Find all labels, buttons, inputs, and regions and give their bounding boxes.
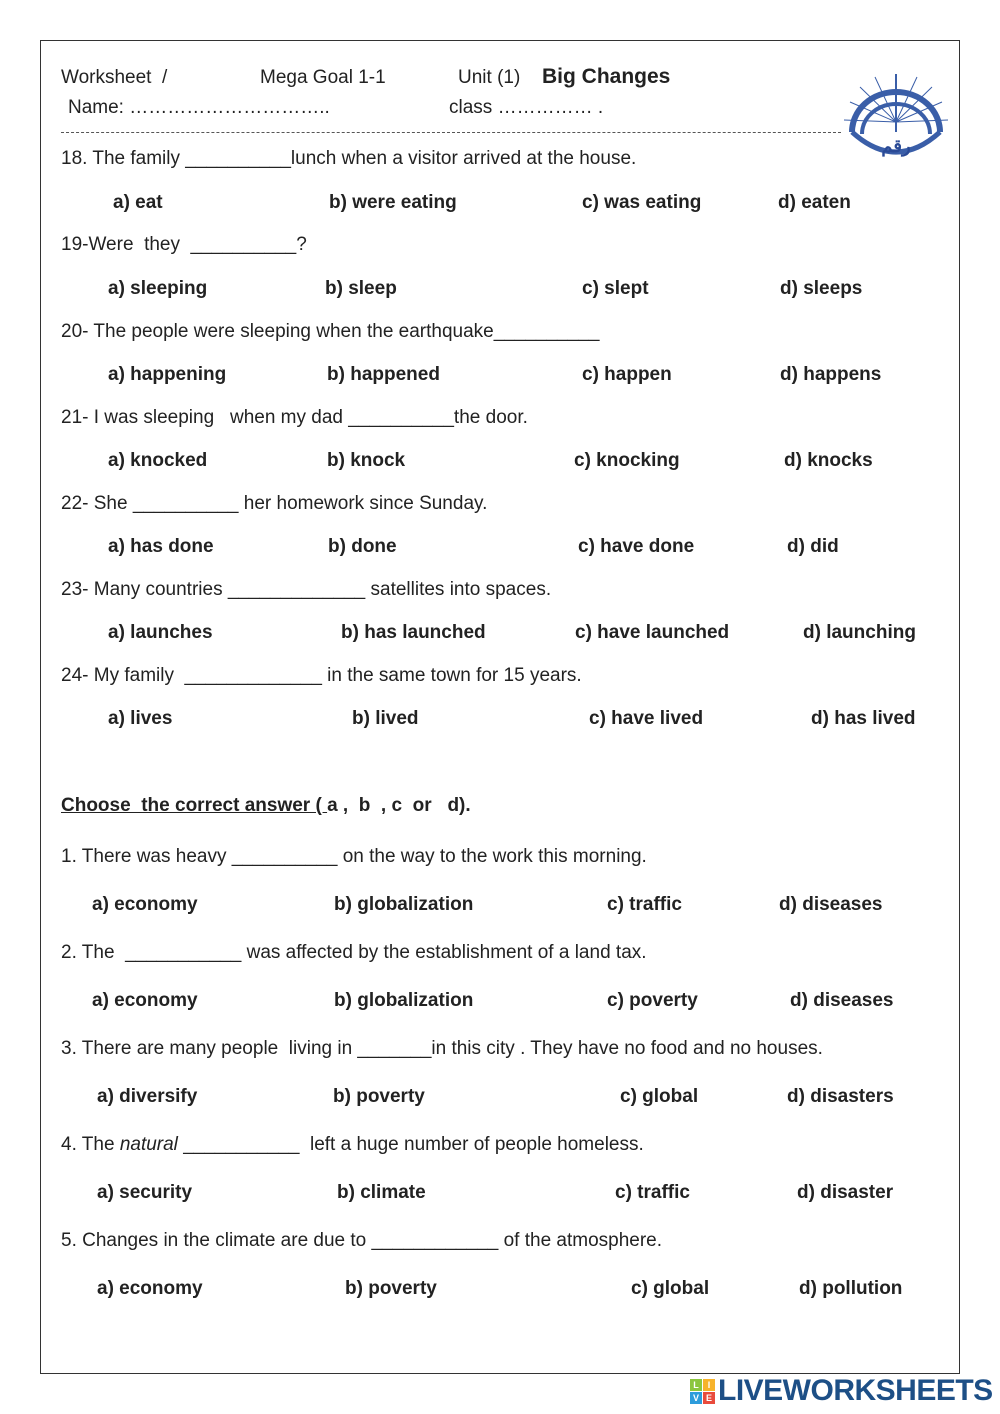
question-text: 19-Were they __________? — [61, 234, 307, 255]
section-heading — [61, 794, 471, 818]
answer-option[interactable]: c) have launched — [575, 622, 730, 643]
live-grid-icon — [690, 1379, 715, 1404]
answer-option[interactable]: c) poverty — [607, 990, 698, 1011]
svg-text:رقم: رقم — [881, 136, 911, 156]
answer-option[interactable]: b) globalization — [334, 894, 474, 915]
answer-option[interactable]: b) knock — [327, 450, 406, 471]
question-text — [61, 1133, 644, 1157]
brand-name: LIVEWORKSHEETS — [718, 1374, 993, 1407]
logo-letter: E — [703, 1392, 715, 1404]
unit-label: Unit (1) — [458, 67, 521, 88]
answer-option[interactable]: b) lived — [352, 708, 419, 729]
answer-option[interactable]: a) launches — [108, 622, 213, 643]
answer-option[interactable]: d) diseases — [790, 990, 894, 1011]
answer-option[interactable]: d) diseases — [779, 894, 883, 915]
answer-option[interactable]: b) happened — [327, 364, 440, 385]
answer-option[interactable]: c) global — [631, 1278, 710, 1299]
question-text: 23- Many countries _____________ satellites into spaces. — [61, 579, 552, 600]
answer-option[interactable]: a) eat — [113, 192, 163, 213]
answer-option[interactable]: b) poverty — [333, 1086, 425, 1107]
question-text: 5. Changes in the climate are due to ____________ of the atmosphere. — [61, 1230, 663, 1251]
answer-option[interactable]: b) climate — [337, 1182, 426, 1203]
name-field[interactable]: Name: ………………………….. — [68, 97, 330, 118]
answer-option[interactable]: d) disaster — [797, 1182, 894, 1203]
answer-option[interactable]: a) sleeping — [108, 278, 208, 299]
answer-option[interactable]: b) were eating — [329, 192, 457, 213]
question-text: 24- My family _____________ in the same town for 15 years. — [61, 665, 582, 686]
answer-option[interactable]: a) happening — [108, 364, 227, 385]
answer-option[interactable]: c) traffic — [607, 894, 682, 915]
question-text: 1. There was heavy __________ on the way to the work this morning. — [61, 846, 647, 867]
answer-option[interactable]: a) economy — [92, 990, 198, 1011]
answer-option[interactable]: c) traffic — [615, 1182, 690, 1203]
course-label: Mega Goal 1-1 — [260, 67, 386, 88]
question-text: 21- I was sleeping when my dad __________the door. — [61, 407, 528, 428]
answer-option[interactable]: a) economy — [92, 894, 198, 915]
heading-underlined: Choose the correct answer ( — [61, 795, 328, 816]
answer-option[interactable]: c) happen — [582, 364, 672, 385]
school-logo-icon — [840, 72, 952, 172]
answer-option[interactable]: a) economy — [97, 1278, 203, 1299]
answer-option[interactable]: d) did — [787, 536, 839, 557]
logo-letter: V — [690, 1392, 702, 1404]
question-text: 3. There are many people living in _______in this city . They have no food and no houses. — [61, 1038, 823, 1059]
answer-option[interactable]: c) was eating — [582, 192, 702, 213]
answer-option[interactable]: d) knocks — [784, 450, 873, 471]
question-text: 2. The ___________ was affected by the establishment of a land tax. — [61, 942, 647, 963]
answer-option[interactable]: a) security — [97, 1182, 193, 1203]
answer-option[interactable]: c) global — [620, 1086, 699, 1107]
worksheet-label: Worksheet / — [61, 67, 168, 88]
question-part: 4. The — [61, 1134, 120, 1155]
answer-option[interactable]: d) disasters — [787, 1086, 894, 1107]
answer-option[interactable]: c) knocking — [574, 450, 680, 471]
answer-option[interactable]: d) pollution — [799, 1278, 903, 1299]
answer-option[interactable]: b) sleep — [325, 278, 397, 299]
logo-letter: L — [690, 1379, 702, 1391]
question-text: 22- She __________ her homework since Sunday. — [61, 493, 488, 514]
answer-option[interactable]: a) diversify — [97, 1086, 198, 1107]
question-text: 20- The people were sleeping when the earthquake__________ — [61, 321, 600, 342]
answer-option[interactable]: b) done — [328, 536, 397, 557]
question-text: 18. The family __________lunch when a visitor arrived at the house. — [61, 148, 637, 169]
answer-option[interactable]: b) globalization — [334, 990, 474, 1011]
answer-option[interactable]: d) sleeps — [780, 278, 863, 299]
class-field[interactable]: class …………… . — [449, 97, 604, 118]
heading-choices: a , b , c or d). — [327, 795, 471, 816]
answer-option[interactable]: d) has lived — [811, 708, 916, 729]
answer-option[interactable]: d) launching — [803, 622, 916, 643]
answer-option[interactable]: c) slept — [582, 278, 649, 299]
question-part: natural — [119, 1134, 178, 1155]
liveworksheets-logo[interactable] — [690, 1374, 993, 1408]
question-part: ___________ left a huge number of people homeless. — [177, 1134, 644, 1155]
unit-title: Big Changes — [542, 65, 671, 88]
answer-option[interactable]: b) has launched — [341, 622, 486, 643]
answer-option[interactable]: a) knocked — [108, 450, 208, 471]
answer-option[interactable]: d) happens — [780, 364, 882, 385]
answer-option[interactable]: a) has done — [108, 536, 214, 557]
divider — [61, 132, 841, 133]
answer-option[interactable]: d) eaten — [778, 192, 851, 213]
answer-option[interactable]: c) have lived — [589, 708, 704, 729]
answer-option[interactable]: c) have done — [578, 536, 695, 557]
answer-option[interactable]: b) poverty — [345, 1278, 437, 1299]
answer-option[interactable]: a) lives — [108, 708, 173, 729]
logo-letter: I — [703, 1379, 715, 1391]
